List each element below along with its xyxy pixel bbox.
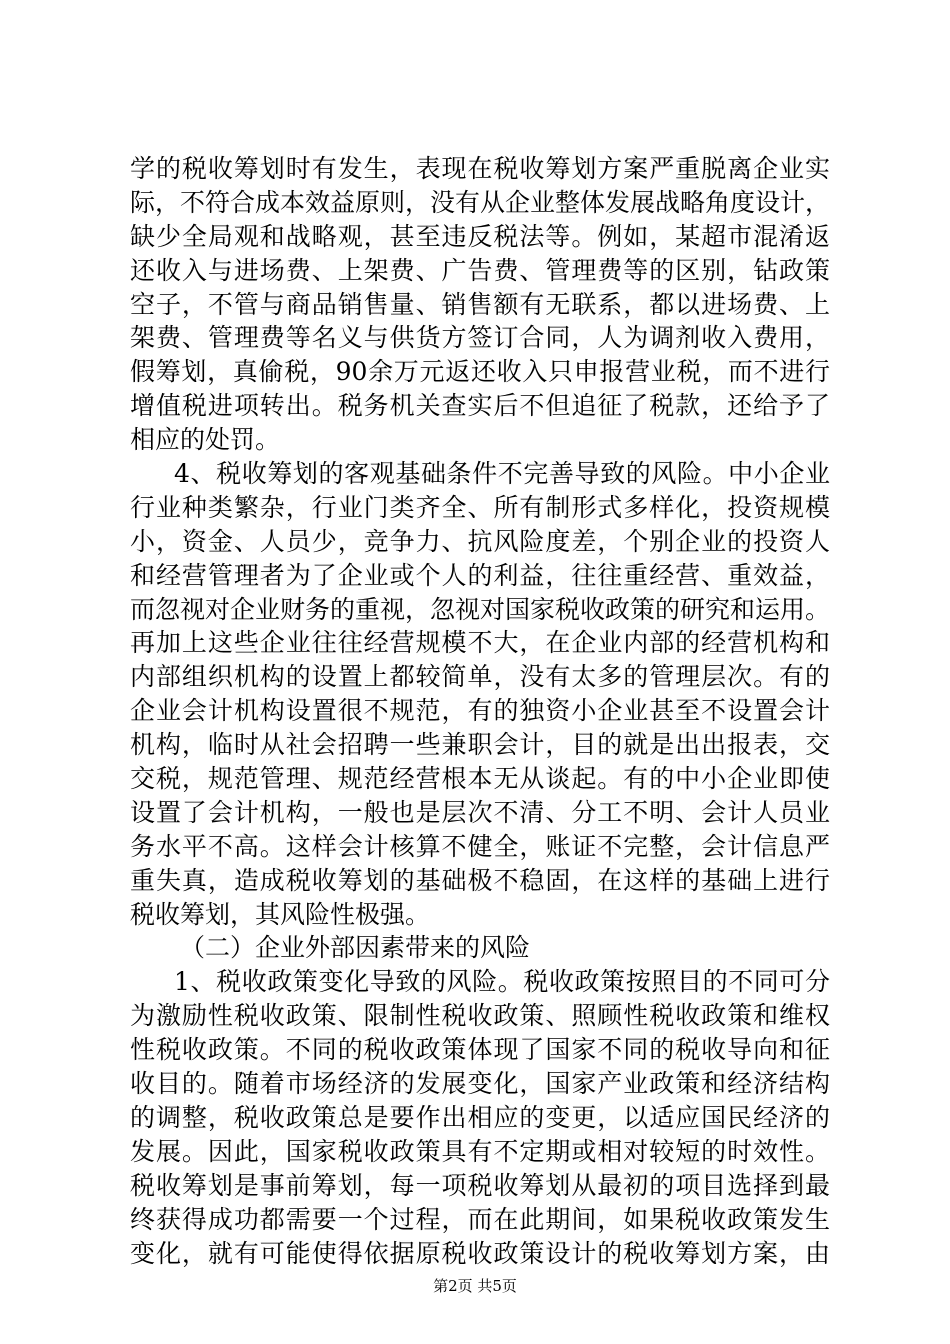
text-line: 际，不符合成本效益原则，没有从企业整体发展战略角度设计， [130,187,831,217]
text-line: 变化，就有可能使得依据原税收政策设计的税收筹划方案，由 [130,1238,830,1268]
text-line: 空子，不管与商品销售量、销售额有无联系，都以进场费、上 [130,289,830,319]
text-line: 学的税收筹划时有发生，表现在税收筹划方案严重脱离企业实 [130,154,830,183]
text-line: 税收筹划，其风险性极强。 [130,899,431,929]
text-line: 设置了会计机构，一般也是层次不清、分工不明、会计人员业 [130,797,830,827]
text-line: 还收入与进场费、上架费、广告费、管理费等的区别，钻政策 [130,255,830,285]
text-line: 机构，临时从社会招聘一些兼职会计，目的就是出出报表，交 [130,730,830,760]
text-line: 增值税进项转出。税务机关查实后不但追征了税款，还给予了 [130,391,830,421]
body-text [130,152,830,1270]
text-line: （二）企业外部因素带来的风险 [180,933,531,963]
page-footer: 第2页 共5页 [433,1277,517,1295]
text-line: 架费、管理费等名义与供货方签订合同，人为调剂收入费用， [130,323,830,353]
text-line: 相应的处罚。 [130,425,281,455]
text-line: 发展。因此，国家税收政策具有不定期或相对较短的时效性。 [130,1136,830,1166]
text-line: 性税收政策。不同的税收政策体现了国家不同的税收导向和征 [130,1035,830,1065]
text-line: 行业种类繁杂，行业门类齐全、所有制形式多样化，投资规模 [130,492,830,522]
text-line: 终获得成功都需要一个过程，而在此期间，如果税收政策发生 [130,1204,830,1234]
text-line: 企业会计机构设置很不规范，有的独资小企业甚至不设置会计 [130,696,830,726]
text-line: 为激励性税收政策、限制性税收政策、照顾性税收政策和维权 [130,1001,830,1031]
text-line: 缺少全局观和战略观，甚至违反税法等。例如，某超市混淆返 [130,221,830,251]
text-line: 和经营管理者为了企业或个人的利益，往往重经营、重效益， [130,560,830,590]
text-line: 务水平不高。这样会计核算不健全，账证不完整，会计信息严 [130,831,830,861]
text-line: 的调整，税收政策总是要作出相应的变更，以适应国民经济的 [130,1102,830,1132]
text-line: 而忽视对企业财务的重视，忽视对国家税收政策的研究和运用。 [130,594,831,624]
text-line: 再加上这些企业往往经营规模不大，在企业内部的经营机构和 [130,628,830,658]
text-line: 交税，规范管理、规范经营根本无从谈起。有的中小企业即使 [130,764,830,794]
text-line: 税收筹划是事前筹划，每一项税收筹划从最初的项目选择到最 [130,1170,830,1200]
text-line: 1、税收政策变化导致的风险。税收政策按照目的不同可分 [174,967,830,997]
text-line: 4、税收筹划的客观基础条件不完善导致的风险。中小企业 [174,459,830,489]
text-line: 收目的。随着市场经济的发展变化，国家产业政策和经济结构 [130,1069,830,1099]
text-line: 小，资金、人员少，竞争力、抗风险度差，个别企业的投资人 [130,526,830,556]
text-line: 内部组织机构的设置上都较简单，没有太多的管理层次。有的 [130,662,830,692]
text-line: 重失真，造成税收筹划的基础极不稳固，在这样的基础上进行 [130,865,830,895]
text-line: 假筹划，真偷税，90余万元返还收入只申报营业税，而不进行 [130,357,830,387]
